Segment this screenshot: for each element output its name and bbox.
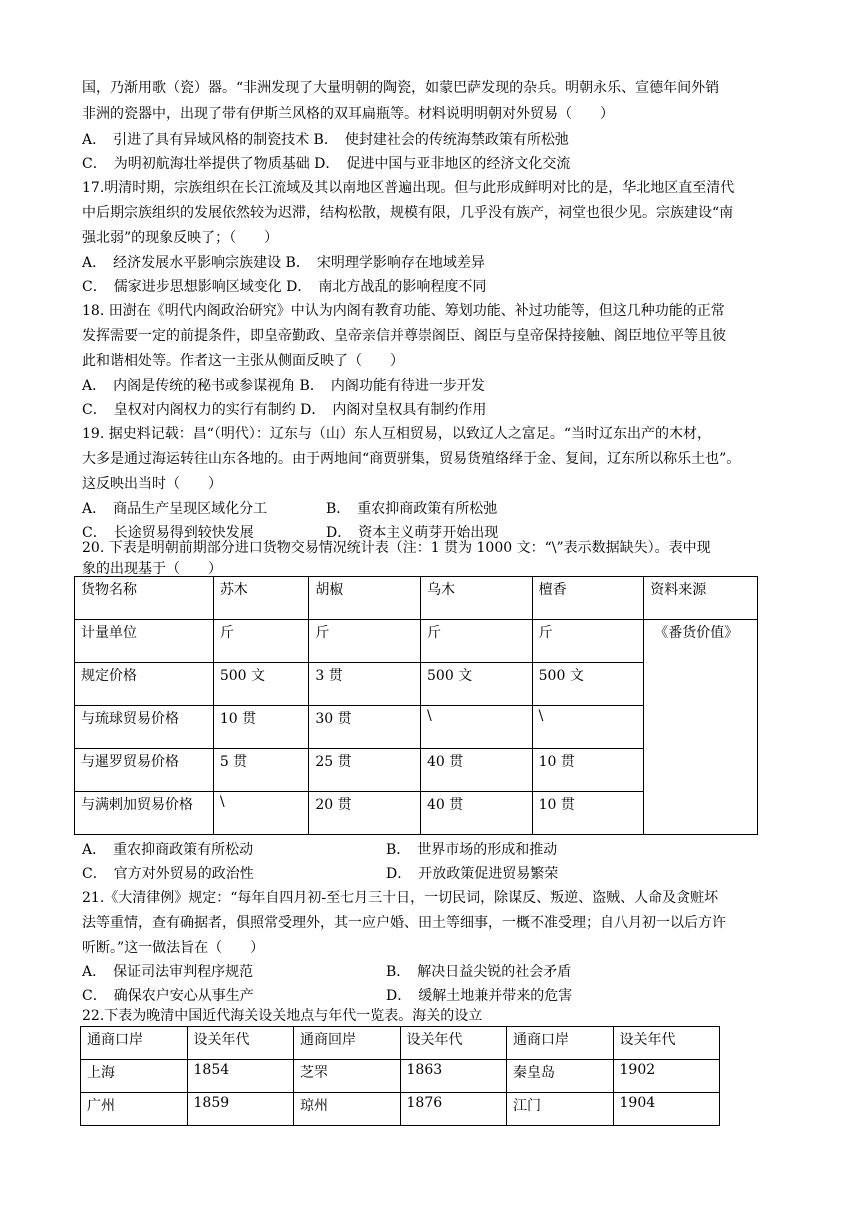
q21-text-line-3: 听断。”这一做法旨在（ ） (82, 940, 265, 956)
q18-text-line-3: 此和谐相处等。作者这一主张从侧面反映了（ ） (82, 353, 404, 369)
table-cell: 与琉球贸易价格 (75, 706, 214, 749)
table-cell: 计量单位 (75, 620, 214, 663)
table-cell: 5 贯 (213, 749, 309, 792)
table-cell: 琼州 (294, 1093, 401, 1126)
table-source-cell: 《番货价值》 (644, 620, 758, 835)
table-cell: 10 贯 (532, 792, 644, 835)
q20-option-d: D． 开放政策促进贸易繁荣 (386, 866, 559, 882)
q16-text-line-2: 非洲的瓷器中，出现了带有伊斯兰风格的双耳扁瓶等。材料说明明朝对外贸易（ ） (82, 106, 614, 122)
q19-text-line-3: 这反映出当时（ ） (82, 476, 222, 492)
q17-text-line-2: 中后期宗族组织的发展依然较为迟滞，结构松散，规模有限，几乎没有族产，祠堂也很少见。宗族建设“南 (82, 205, 734, 221)
table-cell: 500 文 (213, 663, 309, 706)
q19-option-b: B． 重农抑商政策有所松弛 (326, 501, 498, 517)
table-cell: 江门 (507, 1093, 614, 1126)
table-cell: \ (532, 706, 644, 749)
table-cell: 斤 (421, 620, 533, 663)
q21-text-line-1: 21.《大清律例》规定：“每年自四月初-至七月三十日，一切民词，除谋反、叛逆、盗贼、人命及贪赃坏 (82, 890, 719, 906)
table-cell: 与满剌加贸易价格 (75, 792, 214, 835)
q16-option-cd: C． 为明初航海壮举提供了物质基础 D． 促进中国与亚非地区的经济文化交流 (82, 156, 571, 172)
table-cell: 广州 (81, 1093, 188, 1126)
table-row (81, 1093, 720, 1126)
table-cell: 1876 (400, 1093, 507, 1126)
q18-option-cd: C． 皇权对内阁权力的实行有制约 D． 内阁对皇权具有制约作用 (82, 402, 487, 418)
table-header-cell: 檀香 (532, 577, 644, 620)
q21-option-c: C． 确保农户安心从事生产 (82, 988, 254, 1004)
table-cell: 25 贯 (309, 749, 421, 792)
table-cell: 500 文 (532, 663, 644, 706)
table-cell: 1904 (613, 1093, 720, 1126)
q21-text-line-2: 法等重情，查有确据者，俱照常受理外，其一应户婚、田土等细事，一概不准受理；自八月初一以后方许 (82, 915, 726, 931)
q19-option-c: C． 长途贸易得到较快发展 (82, 525, 254, 541)
table-cell: 秦皇岛 (507, 1060, 614, 1093)
q21-option-a: A． 保证司法审判程序规范 (82, 964, 254, 980)
table-header-cell: 苏木 (213, 577, 309, 620)
table-cell: 20 贯 (309, 792, 421, 835)
table-cell: \ (213, 792, 309, 835)
table-cell: 40 贯 (421, 749, 533, 792)
table-cell: 斤 (532, 620, 644, 663)
table-cell: 规定价格 (75, 663, 214, 706)
table-cell: 40 贯 (421, 792, 533, 835)
q22-customs-table (80, 1026, 720, 1126)
q17-option-cd: C． 儒家进步思想影响区域变化 D． 南北方战乱的影响程度不同 (82, 279, 487, 295)
q19-option-d: D． 资本主义萌芽开始出现 (326, 525, 499, 541)
table-header-row (81, 1027, 720, 1060)
table-cell: 30 贯 (309, 706, 421, 749)
table-header-cell: 设关年代 (187, 1027, 294, 1060)
q19-text-line-1: 19. 据史料记载：昌“（明代）：辽东与（山）东人互相贸易，以致辽人之富足。“当时辽东出产的木材， (82, 426, 712, 442)
table-cell: 3 贯 (309, 663, 421, 706)
q21-option-b: B． 解决日益尖锐的社会矛盾 (386, 964, 572, 980)
table-cell: 与暹罗贸易价格 (75, 749, 214, 792)
q18-option-ab: A． 内阁是传统的秘书或参谋视角 B． 内阁功能有待进一步开发 (82, 378, 485, 394)
table-header-cell: 通商回岸 (294, 1027, 401, 1060)
q19-text-line-2: 大多是通过海运转往山东各地的。由于两地间“商贾骈集，贸易货殖络绎于金、复间，辽东所以称乐土也”。 (82, 451, 741, 467)
q18-text-line-1: 18. 田澍在《明代内阁政治研究》中认为内阁有教育功能、筹划功能、补过功能等，但这几种功能的正常 (82, 303, 725, 319)
q17-text-line-1: 17.明清时期，宗族组织在长江流域及其以南地区普遍出现。但与此形成鲜明对比的是，华北地区直至清代 (82, 180, 735, 196)
table-cell: 1859 (187, 1093, 294, 1126)
table-header-cell: 乌木 (421, 577, 533, 620)
table-cell: 斤 (309, 620, 421, 663)
q20-option-a: A． 重农抑商政策有所松动 (82, 842, 254, 858)
table-header-cell: 通商口岸 (81, 1027, 188, 1060)
table-header-cell: 设关年代 (613, 1027, 720, 1060)
table-cell: 10 贯 (532, 749, 644, 792)
q21-option-d: D． 缓解土地兼并带来的危害 (386, 988, 573, 1004)
q20-option-c: C． 官方对外贸易的政治性 (82, 866, 254, 882)
q16-text-line-1: 国，乃渐用歌（瓷）器。“非洲发现了大量明朝的陶瓷，如蒙巴萨发现的杂兵。明朝永乐、宣德年间外销 (82, 80, 720, 96)
table-cell: 10 贯 (213, 706, 309, 749)
table-cell: 1854 (187, 1060, 294, 1093)
table-cell: 1863 (400, 1060, 507, 1093)
q18-text-line-2: 发挥需要一定的前提条件，即皇帝勤政、皇帝亲信并尊崇阁臣、阁臣与皇帝保持接触、阁臣地位平等且彼 (82, 328, 726, 344)
q20-text-line-1: 20. 下表是明朝前期部分进口货物交易情况统计表（注：1 贯为 1000 文：“\”表示数据缺失）。表中现 (82, 540, 711, 556)
table-cell: \ (421, 706, 533, 749)
q20-text-line-2: 象的出现基于（ ） (82, 561, 222, 577)
table-cell: 500 文 (421, 663, 533, 706)
q20-price-table (74, 576, 758, 835)
q19-option-a: A． 商品生产呈现区域化分工 (82, 501, 268, 517)
table-header-cell: 货物名称 (75, 577, 214, 620)
table-header-cell: 通商口岸 (507, 1027, 614, 1060)
q17-option-ab: A． 经济发展水平影响宗族建设 B． 宋明理学影响存在地域差异 (82, 255, 485, 271)
q17-text-line-3: 强北弱”的现象反映了；（ ） (82, 230, 279, 246)
table-row (81, 1060, 720, 1093)
table-cell: 上海 (81, 1060, 188, 1093)
table-cell: 斤 (213, 620, 309, 663)
q20-option-b: B． 世界市场的形成和推动 (386, 842, 558, 858)
table-cell: 1902 (613, 1060, 720, 1093)
q16-option-ab: A． 引进了具有异域风格的制瓷技术 B． 使封建社会的传统海禁政策有所松弛 (82, 132, 569, 148)
table-header-cell: 设关年代 (400, 1027, 507, 1060)
table-header-cell: 胡椒 (309, 577, 421, 620)
table-row (75, 620, 758, 663)
table-header-cell: 资料来源 (644, 577, 758, 620)
q22-text-line-1: 22.下表为晚清中国近代海关设关地点与年代一览表。海关的设立 (82, 1008, 483, 1024)
table-header-row (75, 577, 758, 620)
table-cell: 芝罘 (294, 1060, 401, 1093)
